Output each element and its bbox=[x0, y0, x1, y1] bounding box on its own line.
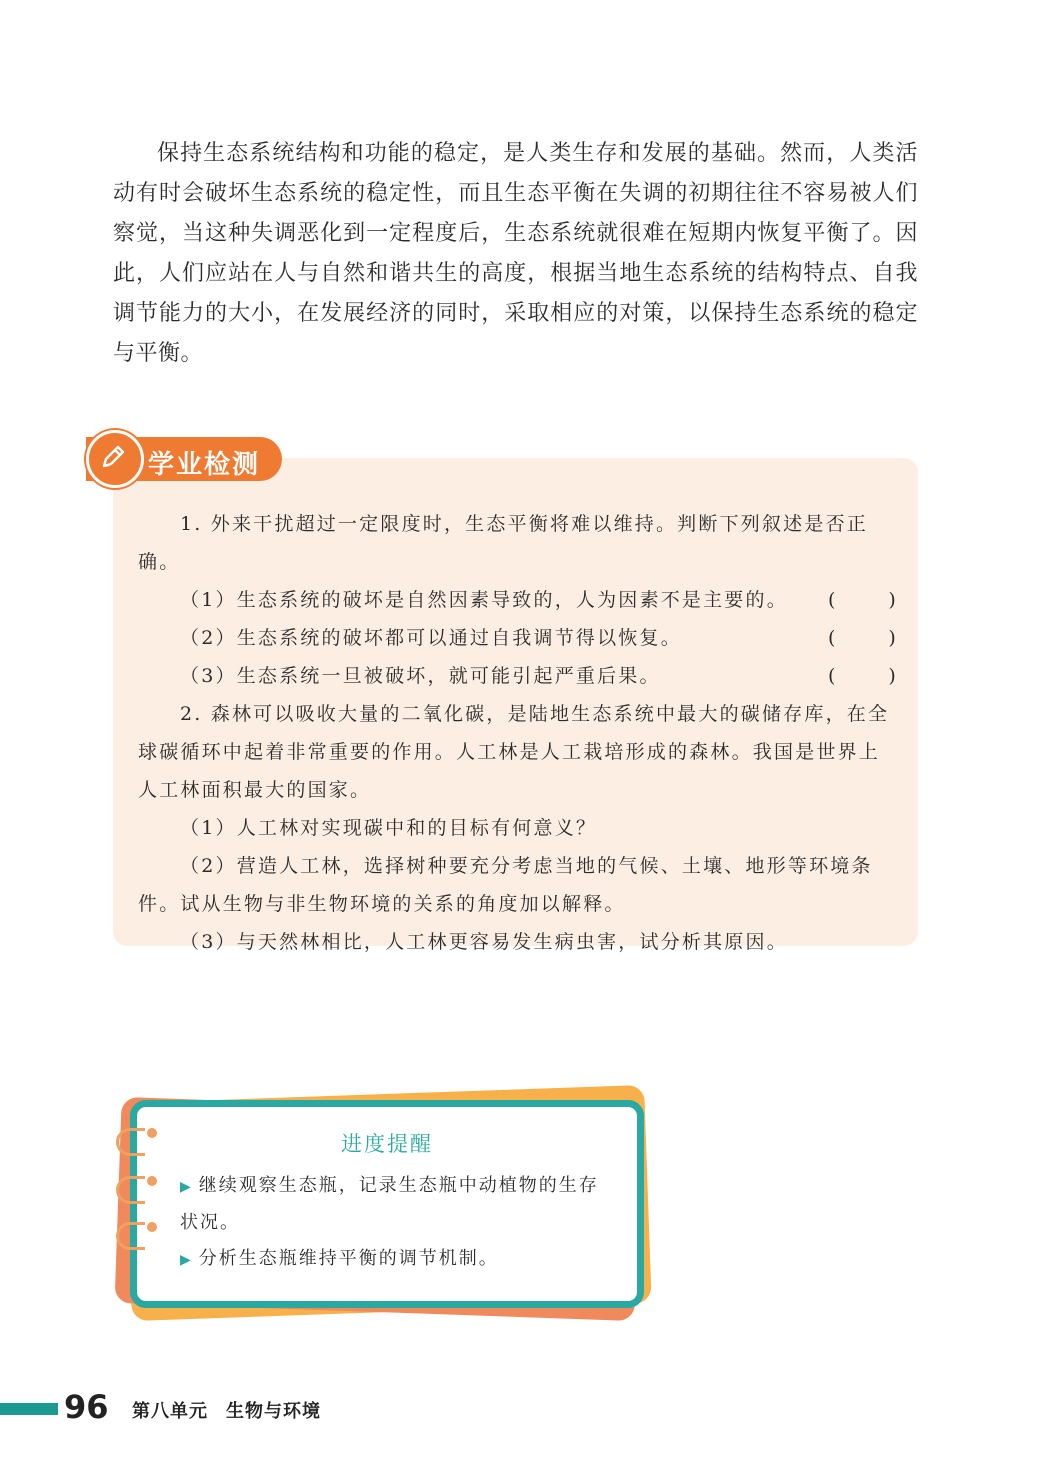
footer-bar bbox=[0, 1403, 58, 1415]
page-number: 96 bbox=[64, 1388, 109, 1426]
arrow-bullet-icon: ▶ bbox=[180, 1252, 193, 1268]
question-2-item-3: （3）与天然林相比，人工林更容易发生病虫害，试分析其原因。 bbox=[180, 931, 788, 953]
footer-title bbox=[132, 1397, 321, 1423]
binder-ring-dot bbox=[147, 1222, 157, 1232]
progress-title: 进度提醒 bbox=[341, 1132, 433, 1156]
binder-ring-icon bbox=[116, 1222, 145, 1250]
binder-ring-icon bbox=[116, 1176, 145, 1204]
progress-list bbox=[180, 1168, 610, 1278]
question-2-item-1: （1）人工林对实现碳中和的目标有何意义？ bbox=[180, 817, 598, 839]
unit-label: 第八单元 bbox=[132, 1401, 208, 1422]
pencil-icon bbox=[86, 430, 144, 488]
answer-brackets[interactable]: ( ) bbox=[828, 627, 898, 649]
intro-paragraph: 保持生态系统结构和功能的稳定，是人类生存和发展的基础。然而，人类活动有时会破坏生态系统的稳定性，而且生态平衡在失调的初期往往不容易被人们察觉，当这种失调恶化到一定程度后，生态系统就很难在短期内恢复平衡了。因此，人们应站在人与自然和谐共生的高度，根据当地生态系统的结构特点、自我调节能力的大小，在发展经济的同时，采取相应的对策，以保持生态系统的稳定与平衡。 bbox=[113, 141, 918, 366]
question-2-stem: 2. 森林可以吸收大量的二氧化碳，是陆地生态系统中最大的碳储存库，在全球碳循环中起着非常重要的作用。人工林是人工栽培形成的森林。我国是世界上人工林面积最大的国家。 bbox=[138, 703, 890, 801]
binder-ring-dot bbox=[147, 1176, 157, 1186]
quiz-title: 学业检测 bbox=[148, 450, 261, 480]
arrow-bullet-icon: ▶ bbox=[180, 1179, 193, 1195]
quiz-content bbox=[138, 505, 898, 961]
question-1-item-2: （2）生态系统的破坏都可以通过自我调节得以恢复。 ( ) bbox=[138, 619, 898, 657]
progress-item: ▶ 继续观察生态瓶，记录生态瓶中动植物的生存状况。 bbox=[180, 1175, 599, 1233]
question-1-item-3: （3）生态系统一旦被破坏，就可能引起严重后果。 ( ) bbox=[138, 657, 898, 695]
answer-brackets[interactable]: ( ) bbox=[828, 665, 898, 687]
question-2-item-2: （2）营造人工林，选择树种要充分考虑当地的气候、土壤、地形等环境条件。试从生物与非生物环境的关系的角度加以解释。 bbox=[138, 855, 873, 915]
question-1-item-1: （1）生态系统的破坏是自然因素导致的，人为因素不是主要的。 ( ) bbox=[138, 581, 898, 619]
progress-item: ▶ 分析生态瓶维持平衡的调节机制。 bbox=[180, 1248, 499, 1269]
chapter-label: 生物与环境 bbox=[226, 1401, 321, 1422]
answer-brackets[interactable]: ( ) bbox=[828, 589, 898, 611]
question-1-stem: 1. 外来干扰超过一定限度时，生态平衡将难以维持。判断下列叙述是否正确。 bbox=[138, 513, 868, 573]
